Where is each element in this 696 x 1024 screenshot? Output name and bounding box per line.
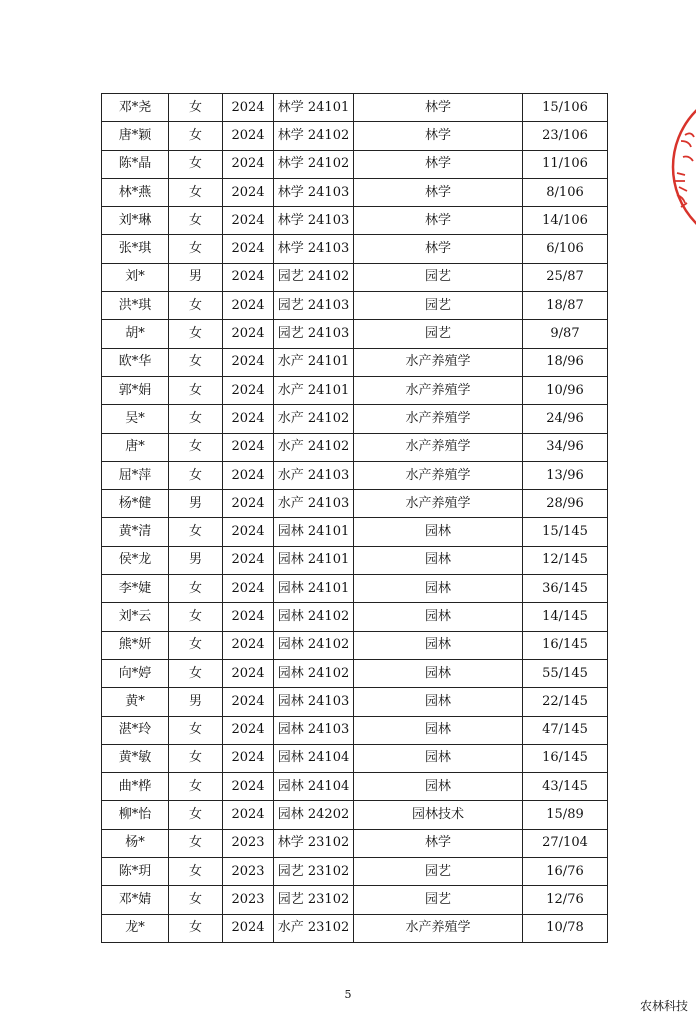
gender-cell: 男: [169, 490, 223, 518]
year-cell: 2024: [223, 773, 274, 801]
gender-cell: 女: [169, 433, 223, 461]
class-cell: 林学 24103: [274, 235, 354, 263]
class-cell: 园林 24202: [274, 801, 354, 829]
year-cell: 2024: [223, 744, 274, 772]
year-cell: 2024: [223, 320, 274, 348]
year-cell: 2024: [223, 207, 274, 235]
name-cell: 黄*清: [102, 518, 169, 546]
major-cell: 林学: [354, 207, 523, 235]
name-cell: 郭*娟: [102, 376, 169, 404]
gender-cell: 女: [169, 461, 223, 489]
name-cell: 欧*华: [102, 348, 169, 376]
table-row: [102, 575, 608, 603]
year-cell: 2024: [223, 631, 274, 659]
rank-cell: 14/145: [523, 603, 608, 631]
table-row: [102, 603, 608, 631]
class-cell: 林学 24103: [274, 178, 354, 206]
major-cell: 林学: [354, 94, 523, 122]
gender-cell: 女: [169, 773, 223, 801]
year-cell: 2024: [223, 122, 274, 150]
class-cell: 林学 24102: [274, 122, 354, 150]
name-cell: 湛*玲: [102, 716, 169, 744]
year-cell: 2023: [223, 858, 274, 886]
rank-cell: 34/96: [523, 433, 608, 461]
major-cell: 园艺: [354, 320, 523, 348]
rank-cell: 16/145: [523, 631, 608, 659]
year-cell: 2024: [223, 178, 274, 206]
class-cell: 园艺 23102: [274, 858, 354, 886]
year-cell: 2024: [223, 801, 274, 829]
major-cell: 园林技术: [354, 801, 523, 829]
major-cell: 园艺: [354, 292, 523, 320]
rank-cell: 10/78: [523, 914, 608, 942]
name-cell: 龙*: [102, 914, 169, 942]
rank-cell: 23/106: [523, 122, 608, 150]
gender-cell: 女: [169, 122, 223, 150]
major-cell: 园艺: [354, 263, 523, 291]
name-cell: 胡*: [102, 320, 169, 348]
table-row: [102, 178, 608, 206]
table-row: [102, 659, 608, 687]
name-cell: 黄*: [102, 688, 169, 716]
major-cell: 园林: [354, 575, 523, 603]
gender-cell: 女: [169, 829, 223, 857]
name-cell: 邓*尧: [102, 94, 169, 122]
gender-cell: 女: [169, 914, 223, 942]
major-cell: 林学: [354, 178, 523, 206]
rank-cell: 15/145: [523, 518, 608, 546]
gender-cell: 女: [169, 376, 223, 404]
table-body: [102, 94, 608, 943]
year-cell: 2024: [223, 150, 274, 178]
table-row: [102, 348, 608, 376]
gender-cell: 女: [169, 518, 223, 546]
rank-cell: 16/76: [523, 858, 608, 886]
table-row: [102, 490, 608, 518]
name-cell: 张*琪: [102, 235, 169, 263]
class-cell: 园林 24102: [274, 603, 354, 631]
year-cell: 2024: [223, 263, 274, 291]
gender-cell: 男: [169, 546, 223, 574]
name-cell: 刘*云: [102, 603, 169, 631]
student-ranking-table: [101, 93, 608, 943]
name-cell: 李*婕: [102, 575, 169, 603]
rank-cell: 28/96: [523, 490, 608, 518]
name-cell: 向*婷: [102, 659, 169, 687]
major-cell: 水产养殖学: [354, 433, 523, 461]
table-row: [102, 405, 608, 433]
class-cell: 园林 24103: [274, 716, 354, 744]
rank-cell: 47/145: [523, 716, 608, 744]
rank-cell: 22/145: [523, 688, 608, 716]
class-cell: 水产 24101: [274, 376, 354, 404]
name-cell: 刘*琳: [102, 207, 169, 235]
major-cell: 林学: [354, 235, 523, 263]
major-cell: 林学: [354, 829, 523, 857]
class-cell: 水产 23102: [274, 914, 354, 942]
year-cell: 2024: [223, 716, 274, 744]
major-cell: 水产养殖学: [354, 376, 523, 404]
name-cell: 吴*: [102, 405, 169, 433]
table-row: [102, 235, 608, 263]
rank-cell: 15/106: [523, 94, 608, 122]
major-cell: 园林: [354, 603, 523, 631]
name-cell: 侯*龙: [102, 546, 169, 574]
major-cell: 园艺: [354, 886, 523, 914]
table-row: [102, 518, 608, 546]
year-cell: 2023: [223, 886, 274, 914]
major-cell: 林学: [354, 150, 523, 178]
year-cell: 2024: [223, 461, 274, 489]
table-row: [102, 376, 608, 404]
name-cell: 黄*敏: [102, 744, 169, 772]
rank-cell: 27/104: [523, 829, 608, 857]
major-cell: 水产养殖学: [354, 348, 523, 376]
class-cell: 园林 24102: [274, 631, 354, 659]
class-cell: 园艺 24103: [274, 292, 354, 320]
rank-cell: 11/106: [523, 150, 608, 178]
class-cell: 园艺 24103: [274, 320, 354, 348]
rank-cell: 15/89: [523, 801, 608, 829]
gender-cell: 女: [169, 94, 223, 122]
year-cell: 2024: [223, 235, 274, 263]
class-cell: 水产 24102: [274, 405, 354, 433]
major-cell: 园林: [354, 631, 523, 659]
class-cell: 林学 24102: [274, 150, 354, 178]
major-cell: 园林: [354, 688, 523, 716]
rank-cell: 18/96: [523, 348, 608, 376]
class-cell: 园林 24104: [274, 744, 354, 772]
year-cell: 2024: [223, 546, 274, 574]
gender-cell: 女: [169, 320, 223, 348]
watermark-text: 农林科技: [639, 999, 688, 1013]
name-cell: 唐*: [102, 433, 169, 461]
class-cell: 园林 24101: [274, 546, 354, 574]
table-row: [102, 744, 608, 772]
year-cell: 2024: [223, 688, 274, 716]
class-cell: 水产 24102: [274, 433, 354, 461]
class-cell: 林学 24101: [274, 94, 354, 122]
major-cell: 水产养殖学: [354, 490, 523, 518]
class-cell: 园艺 24102: [274, 263, 354, 291]
rank-cell: 14/106: [523, 207, 608, 235]
rank-cell: 55/145: [523, 659, 608, 687]
major-cell: 园林: [354, 518, 523, 546]
page-number: 5: [344, 988, 352, 1001]
gender-cell: 女: [169, 659, 223, 687]
table-row: [102, 461, 608, 489]
rank-cell: 43/145: [523, 773, 608, 801]
rank-cell: 12/76: [523, 886, 608, 914]
rank-cell: 13/96: [523, 461, 608, 489]
table-row: [102, 886, 608, 914]
gender-cell: 男: [169, 688, 223, 716]
table-row: [102, 122, 608, 150]
name-cell: 邓*婧: [102, 886, 169, 914]
rank-cell: 24/96: [523, 405, 608, 433]
gender-cell: 女: [169, 207, 223, 235]
name-cell: 柳*怡: [102, 801, 169, 829]
table-row: [102, 914, 608, 942]
major-cell: 水产养殖学: [354, 914, 523, 942]
year-cell: 2024: [223, 603, 274, 631]
major-cell: 水产养殖学: [354, 461, 523, 489]
gender-cell: 女: [169, 348, 223, 376]
rank-cell: 12/145: [523, 546, 608, 574]
table-row: [102, 207, 608, 235]
year-cell: 2024: [223, 292, 274, 320]
class-cell: 林学 23102: [274, 829, 354, 857]
major-cell: 水产养殖学: [354, 405, 523, 433]
name-cell: 屈*萍: [102, 461, 169, 489]
class-cell: 水产 24103: [274, 490, 354, 518]
gender-cell: 女: [169, 235, 223, 263]
class-cell: 林学 24103: [274, 207, 354, 235]
gender-cell: 女: [169, 744, 223, 772]
name-cell: 曲*桦: [102, 773, 169, 801]
name-cell: 杨*健: [102, 490, 169, 518]
name-cell: 唐*颖: [102, 122, 169, 150]
gender-cell: 女: [169, 716, 223, 744]
class-cell: 水产 24101: [274, 348, 354, 376]
table-row: [102, 801, 608, 829]
gender-cell: 女: [169, 575, 223, 603]
year-cell: 2024: [223, 518, 274, 546]
table-row: [102, 829, 608, 857]
rank-cell: 16/145: [523, 744, 608, 772]
major-cell: 园林: [354, 773, 523, 801]
class-cell: 园林 24101: [274, 575, 354, 603]
gender-cell: 男: [169, 263, 223, 291]
gender-cell: 女: [169, 178, 223, 206]
gender-cell: 女: [169, 292, 223, 320]
major-cell: 园林: [354, 744, 523, 772]
major-cell: 园林: [354, 716, 523, 744]
table-row: [102, 433, 608, 461]
rank-cell: 6/106: [523, 235, 608, 263]
gender-cell: 女: [169, 858, 223, 886]
official-seal-stamp: [663, 95, 696, 240]
name-cell: 洪*琪: [102, 292, 169, 320]
rank-cell: 10/96: [523, 376, 608, 404]
gender-cell: 女: [169, 801, 223, 829]
table-row: [102, 773, 608, 801]
major-cell: 园艺: [354, 858, 523, 886]
gender-cell: 女: [169, 405, 223, 433]
year-cell: 2024: [223, 575, 274, 603]
year-cell: 2024: [223, 490, 274, 518]
gender-cell: 女: [169, 886, 223, 914]
rank-cell: 25/87: [523, 263, 608, 291]
name-cell: 陈*晶: [102, 150, 169, 178]
name-cell: 林*燕: [102, 178, 169, 206]
table-row: [102, 94, 608, 122]
class-cell: 园林 24101: [274, 518, 354, 546]
table-row: [102, 716, 608, 744]
major-cell: 园林: [354, 546, 523, 574]
table-row: [102, 263, 608, 291]
table-row: [102, 631, 608, 659]
table-row: [102, 320, 608, 348]
year-cell: 2024: [223, 348, 274, 376]
gender-cell: 女: [169, 631, 223, 659]
name-cell: 陈*玥: [102, 858, 169, 886]
year-cell: 2024: [223, 659, 274, 687]
name-cell: 熊*妍: [102, 631, 169, 659]
year-cell: 2023: [223, 829, 274, 857]
class-cell: 园艺 23102: [274, 886, 354, 914]
class-cell: 园林 24104: [274, 773, 354, 801]
gender-cell: 女: [169, 150, 223, 178]
table-row: [102, 546, 608, 574]
name-cell: 刘*: [102, 263, 169, 291]
rank-cell: 36/145: [523, 575, 608, 603]
rank-cell: 9/87: [523, 320, 608, 348]
table-row: [102, 292, 608, 320]
rank-cell: 18/87: [523, 292, 608, 320]
major-cell: 园林: [354, 659, 523, 687]
major-cell: 林学: [354, 122, 523, 150]
year-cell: 2024: [223, 914, 274, 942]
class-cell: 园林 24103: [274, 688, 354, 716]
gender-cell: 女: [169, 603, 223, 631]
year-cell: 2024: [223, 376, 274, 404]
table-row: [102, 150, 608, 178]
table-row: [102, 858, 608, 886]
rank-cell: 8/106: [523, 178, 608, 206]
table-row: [102, 688, 608, 716]
year-cell: 2024: [223, 405, 274, 433]
name-cell: 杨*: [102, 829, 169, 857]
class-cell: 园林 24102: [274, 659, 354, 687]
year-cell: 2024: [223, 433, 274, 461]
class-cell: 水产 24103: [274, 461, 354, 489]
year-cell: 2024: [223, 94, 274, 122]
